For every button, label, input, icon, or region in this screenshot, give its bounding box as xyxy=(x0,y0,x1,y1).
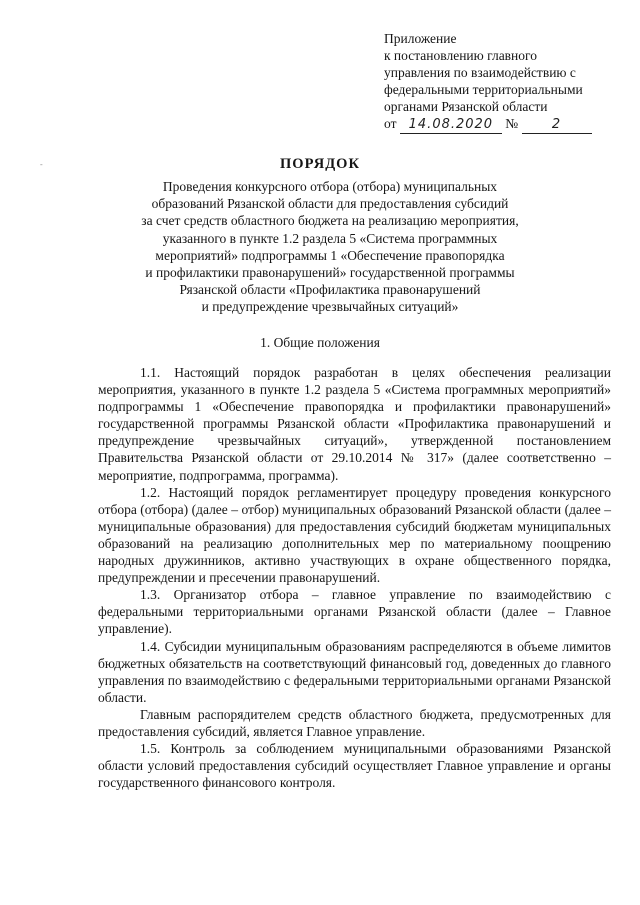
appendix-block xyxy=(384,30,624,134)
appendix-line: к постановлению главного xyxy=(384,48,537,63)
subtitle-line: за счет средств областного бюджета на реализацию мероприятия, xyxy=(141,213,519,229)
appendix-line: Приложение xyxy=(384,31,457,46)
handwritten-date: 14.08.2020 xyxy=(400,116,502,134)
subtitle-line: Проведения конкурсного отбора (отбора) муниципальных xyxy=(162,179,498,194)
paragraph-1-1: 1.1. Настоящий порядок разработан в целях обеспечения реализации мероприятия, указанного в пункте 1.2 раздела 5 «Система программных мероприятий» подпрограммы 1 «Обеспечение правопорядка и профилактики правонарушений» государственной программы Рязанской области «Профилактика правонарушений и предупреждение чрезвычайных ситуаций», утвержденной постановлением Правительства Рязанской области от 29.10.2014 № 317» (далее соответственно – мероприятие, подпрограмма, программа). xyxy=(98,365,611,483)
document-body xyxy=(98,350,611,791)
subtitle-line: мероприятий» подпрограммы 1 «Обеспечение правопорядка xyxy=(155,247,505,263)
document-subtitle xyxy=(100,178,560,316)
appendix-line: органами Рязанской области xyxy=(384,99,548,114)
handwritten-number: 2 xyxy=(522,116,592,134)
paragraph-1-5: 1.5. Контроль за соблюдением муниципальными образованиями Рязанской области условий предоставления субсидий осуществляет Главное управление и органы государственного финансового контроля. xyxy=(98,741,611,791)
paragraph-1-3: 1.3. Организатор отбора – главное управление по взаимодействию с федеральными территориальными органами Рязанской области (далее – Главное управление). xyxy=(98,587,611,637)
margin-mark: - xyxy=(40,160,43,169)
subtitle-line: образований Рязанской области для предоставления субсидий xyxy=(151,196,509,212)
paragraph-1-2: 1.2. Настоящий порядок регламентирует процедуру проведения конкурсного отбора (отбора) (далее – отбор) муниципальных образований Рязанской области (далее – муниципальные образования) для предоставления субсидий бюджетам муниципальных образований на реализацию дополнительных мер по материальному поощрению народных дружинников, активно участвующих в охране общественного порядка, предупреждении и пресечении правонарушений. xyxy=(98,484,611,586)
date-prefix: от xyxy=(384,116,397,131)
paragraph-1-4: 1.4. Субсидии муниципальным образованиям распределяются в объеме лимитов бюджетных обязательств на соответствующий финансовый год, доведенных до главного управления по взаимодействию с федеральными территориальными органами Рязанской области. xyxy=(98,638,611,705)
subtitle-line: и профилактики правонарушений» государственной программы xyxy=(145,265,515,281)
subtitle-line: указанного в пункте 1.2 раздела 5 «Система программных xyxy=(162,230,498,246)
appendix-line: управления по взаимодействию с xyxy=(384,65,576,80)
appendix-line: федеральными территориальными xyxy=(384,82,583,97)
number-prefix: № xyxy=(505,116,519,131)
subtitle-line: и предупреждение чрезвычайных ситуаций» xyxy=(201,299,459,315)
subtitle-line: Рязанской области «Профилактика правонарушений xyxy=(179,282,481,298)
document-title: ПОРЯДОК xyxy=(280,156,360,172)
section-title: 1. Общие положения xyxy=(260,335,380,350)
appendix-date-line xyxy=(384,115,624,134)
paragraph-1-4-continued: Главным распорядителем средств областного бюджета, предусмотренных для предоставления субсидий, является Главное управление. xyxy=(98,706,611,739)
